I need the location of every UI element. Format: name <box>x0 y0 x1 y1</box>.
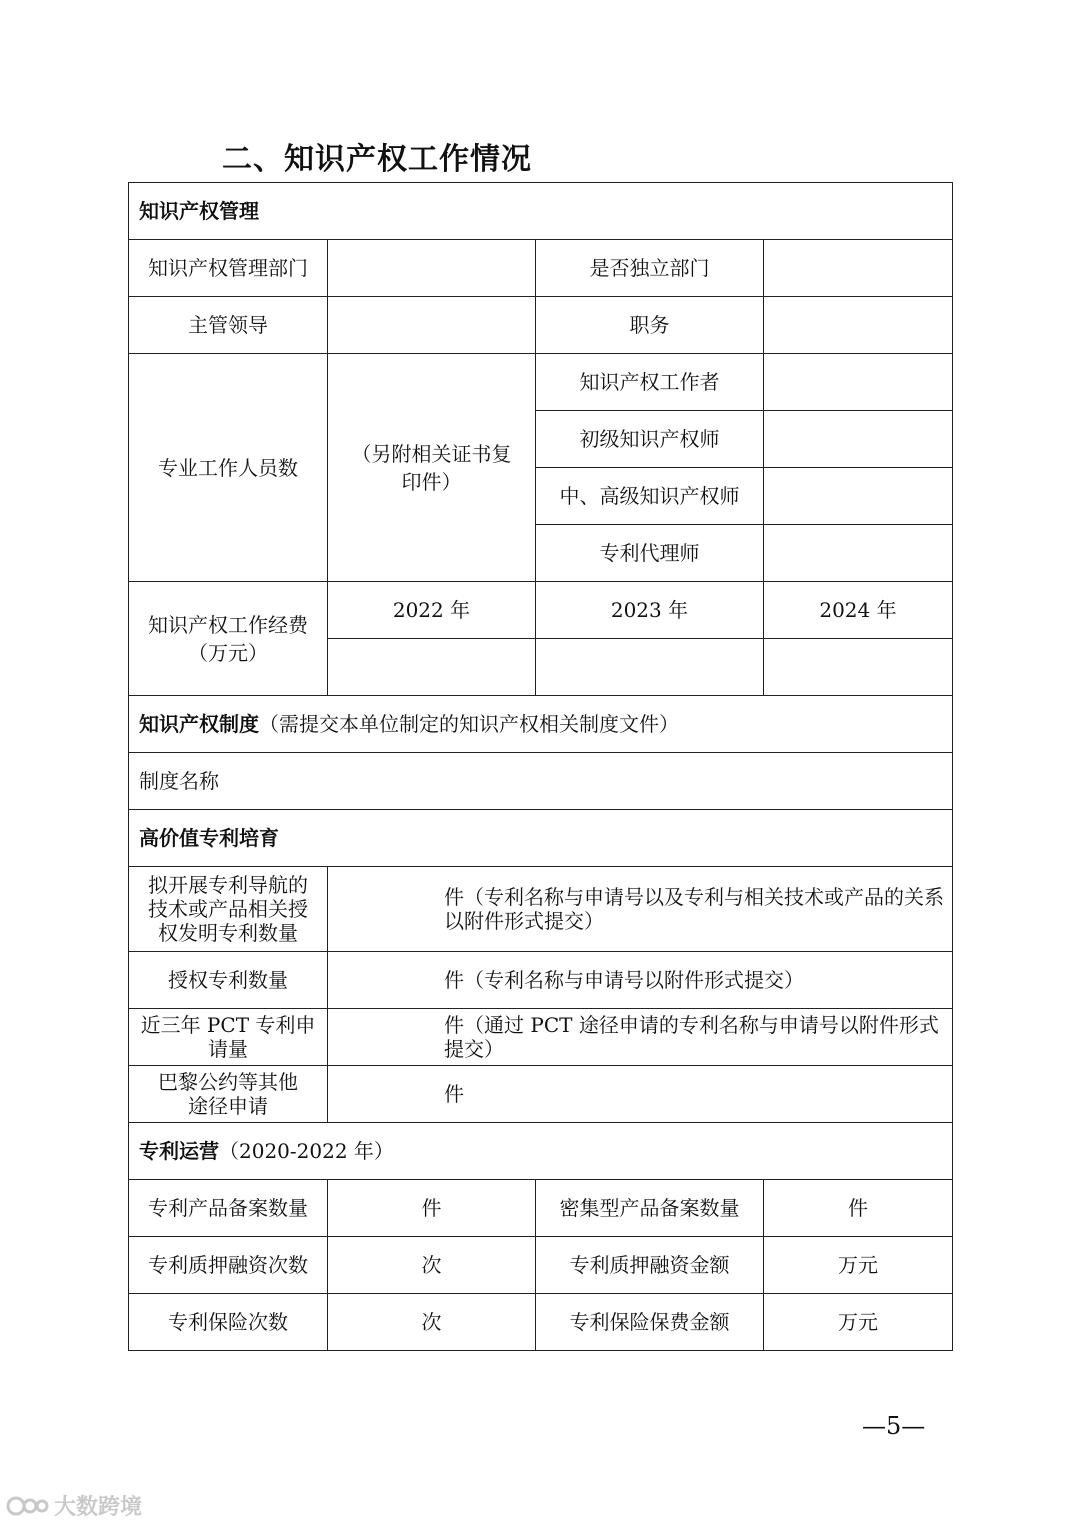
dept-label: 知识产权管理部门 <box>129 240 328 297</box>
leader-label: 主管领导 <box>129 297 328 354</box>
cultivation-value-4[interactable] <box>328 1066 953 1123</box>
funding-2022-value[interactable] <box>328 639 536 696</box>
cultivation-value-3[interactable] <box>328 1009 953 1066</box>
year-2023: 2023 年 <box>536 582 764 639</box>
cultivation-value-1[interactable] <box>328 867 953 952</box>
funding-2023-value[interactable] <box>536 639 764 696</box>
section-ip-management: 知识产权管理 <box>129 183 953 240</box>
staff-type-2-value[interactable] <box>764 411 953 468</box>
watermark-logo-icon <box>6 1494 50 1518</box>
staff-type-3-value[interactable] <box>764 468 953 525</box>
cultivation-label-1: 拟开展专利导航的技术或产品相关授权发明专利数量 <box>129 867 328 952</box>
operation-label-a-2: 专利质押融资次数 <box>129 1237 328 1294</box>
operation-label-b-1: 密集型产品备案数量 <box>536 1180 764 1237</box>
leader-value-cell[interactable] <box>328 297 536 354</box>
funding-2024-value[interactable] <box>764 639 953 696</box>
operation-label-b-2: 专利质押融资金额 <box>536 1237 764 1294</box>
system-name-cell[interactable] <box>129 753 953 810</box>
operation-unit-b-3[interactable]: 万元 <box>764 1294 953 1351</box>
dept-value-cell[interactable] <box>328 240 536 297</box>
operation-unit-a-2[interactable]: 次 <box>328 1237 536 1294</box>
cultivation-note-2: （专利名称与申请号以附件形式提交） <box>464 968 804 992</box>
system-name-label: 制度名称 <box>139 769 219 793</box>
cultivation-label-3: 近三年 PCT 专利申请量 <box>129 1009 328 1066</box>
independent-value-cell[interactable] <box>764 240 953 297</box>
operation-label-a-1: 专利产品备案数量 <box>129 1180 328 1237</box>
staff-type-1-value[interactable] <box>764 354 953 411</box>
ip-system-title: 知识产权制度 <box>139 712 259 736</box>
cultivation-unit-2: 件 <box>444 968 464 992</box>
staff-type-4: 专利代理师 <box>536 525 764 582</box>
cultivation-unit-1: 件 <box>444 885 464 909</box>
section-patent-operation <box>129 1123 953 1180</box>
operation-label-b-3: 专利保险保费金额 <box>536 1294 764 1351</box>
position-label: 职务 <box>536 297 764 354</box>
cultivation-unit-4: 件 <box>444 1082 464 1106</box>
funding-label: 知识产权工作经费（万元） <box>129 582 328 696</box>
staff-type-2: 初级知识产权师 <box>536 411 764 468</box>
cultivation-note-1: （专利名称与申请号以及专利与相关技术或产品的关系以附件形式提交） <box>444 885 944 933</box>
operation-label-a-3: 专利保险次数 <box>129 1294 328 1351</box>
operation-unit-a-1[interactable]: 件 <box>328 1180 536 1237</box>
operation-note: （2020-2022 年） <box>219 1139 394 1163</box>
operation-unit-a-3[interactable]: 次 <box>328 1294 536 1351</box>
cultivation-unit-3: 件 <box>444 1013 464 1037</box>
page-number: —5— <box>862 1412 926 1440</box>
staff-type-4-value[interactable] <box>764 525 953 582</box>
cultivation-note-3: （通过 PCT 途径申请的专利名称与申请号以附件形式提交） <box>444 1013 939 1061</box>
watermark-text: 大数跨境 <box>54 1495 143 1520</box>
staff-label: 专业工作人员数 <box>129 354 328 582</box>
position-value-cell[interactable] <box>764 297 953 354</box>
cultivation-label-4: 巴黎公约等其他途径申请 <box>129 1066 328 1123</box>
section-ip-system <box>129 696 953 753</box>
section-patent-cultivation: 高价值专利培育 <box>129 810 953 867</box>
cultivation-label-2: 授权专利数量 <box>129 952 328 1009</box>
staff-type-3: 中、高级知识产权师 <box>536 468 764 525</box>
operation-title: 专利运营 <box>139 1139 219 1163</box>
year-2024: 2024 年 <box>764 582 953 639</box>
ip-work-form <box>128 182 953 1351</box>
page-heading: 二、知识产权工作情况 <box>222 142 532 177</box>
year-2022: 2022 年 <box>328 582 536 639</box>
staff-type-1: 知识产权工作者 <box>536 354 764 411</box>
cultivation-value-2[interactable] <box>328 952 953 1009</box>
operation-unit-b-2[interactable]: 万元 <box>764 1237 953 1294</box>
ip-system-note: （需提交本单位制定的知识产权相关制度文件） <box>259 712 679 736</box>
staff-note: （另附相关证书复印件） <box>328 354 536 582</box>
watermark <box>6 1490 142 1521</box>
independent-label: 是否独立部门 <box>536 240 764 297</box>
operation-unit-b-1[interactable]: 件 <box>764 1180 953 1237</box>
